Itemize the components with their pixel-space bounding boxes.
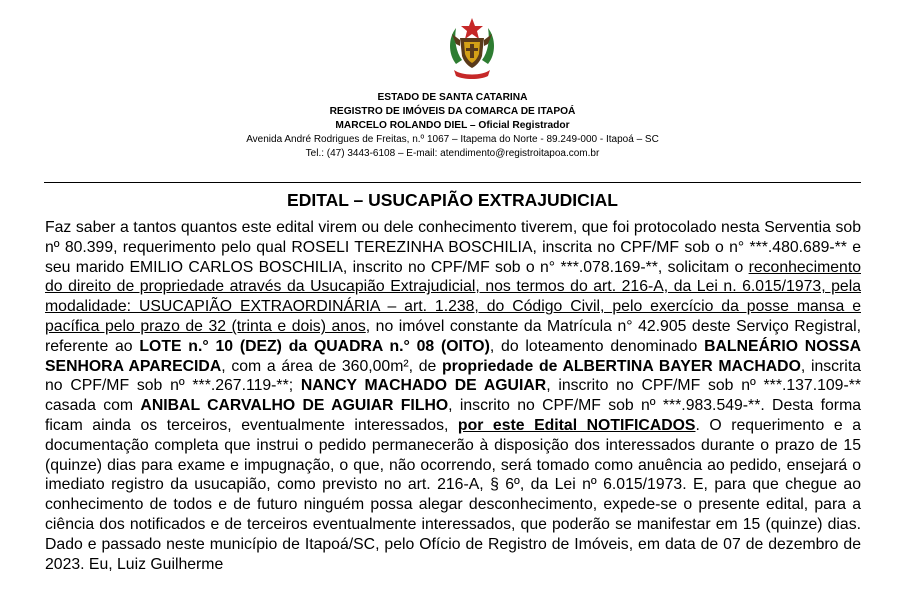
body-text: , com a área de 360,00m², de	[221, 357, 442, 375]
body-text: , inscrito no CPF/MF sob nº ***.137.109-** casada com	[45, 377, 862, 415]
header-registry: REGISTRO DE IMÓVEIS DA COMARCA DE ITAPOÁ	[329, 106, 576, 117]
header-address: Avenida André Rodrigues de Freitas, n.º 1067 – Itapema do Norte - 89.249-000 - Itapoá – SC	[246, 134, 659, 145]
body-bold: BALNEÁRIO NOSSA SENHORA APARECIDA	[45, 337, 861, 375]
notificados-label: por este Edital NOTIFICADOS	[457, 416, 696, 434]
body-bold: NANCY MACHADO DE AGUIAR	[300, 377, 547, 395]
body-bold: LOTE n.° 10 (DEZ) da QUADRA n.° 08 (OITO)	[139, 337, 490, 355]
page-title: EDITAL – USUCAPIÃO EXTRAJUDICIAL	[287, 190, 618, 210]
body-bold: ANIBAL CARVALHO DE AGUIAR FILHO	[140, 397, 449, 415]
body-text: Faz saber a tantos quantos este edital virem ou dele conhecimento tiverem, que foi protocolado nesta Serventia sob nº 80.399, requerimento pelo qual ROSELI TEREZINHA BOSCHILIA, inscrita no CPF/MF sob o n° ***.480.689-** e seu marido EMILIO CARLOS BOSCHILIA, inscrito no CPF/MF sob o n° ***.078.169-**, solicitam o	[45, 219, 861, 276]
body-text: . O requerimento e a documentação completa que instrui o pedido permanecerão à disposição dos interessados durante o prazo de 15 (quinze) dias para exame e impugnação, o que, não ocorrendo, será tomado como anuência ao pedido, ensejará o imediato registro da usucapião, como previsto no art. 216-A, § 6º, da Lei nº 6.015/1973. E, para que chegue ao conhecimento de todos e de futuro ninguém possa alegar desconhecimento, expede-se o presente edital, para a ciência dos notificados e de terceiros eventualmente interessados, que poderão se manifestar em 15 (quinze) dias. Dado e passado neste município de Itapoá/SC, pelo Ofício de Registro de Imóveis, em data de 07 de dezembro de 2023. Eu, Luiz Guilherme	[45, 416, 861, 573]
header-contact: Tel.: (47) 3443-6108 – E-mail: atendimento@registroitapoa.com.br	[305, 148, 600, 159]
header-officer: MARCELO ROLANDO DIEL – Oficial Registrador	[335, 120, 570, 131]
body-text: , inscrito no CPF/MF sob nº ***.983.549-**. Desta forma ficam ainda os terceiros, eventualmente interessados,	[45, 397, 862, 434]
body-bold-underlined	[458, 417, 696, 434]
coat-of-arms-icon	[446, 14, 498, 80]
body-text: , no imóvel constante da Matrícula n° 42.905 deste Serviço Registral, referente ao	[45, 317, 861, 355]
body-underlined: reconhecimento do direito de propriedade através da Usucapião Extrajudicial, nos termos do art. 216-A, da Lei n. 6.015/1973, pela modalidade: USUCAPIÃO EXTRAORDINÁRIA – art. 1.238, do Código Civil, pelo exercício da posse mansa e pacífica pelo prazo de 32 (trinta e dois) anos	[45, 258, 861, 335]
header-state: ESTADO DE SANTA CATARINA	[377, 92, 528, 103]
body-text: , inscrita no CPF/MF sob nº ***.267.119-**;	[45, 357, 861, 395]
body-text: , do loteamento denominado	[489, 337, 705, 355]
edital-body	[45, 218, 861, 574]
header-divider	[44, 182, 861, 183]
body-bold: propriedade de ALBERTINA BAYER MACHADO	[441, 357, 801, 375]
